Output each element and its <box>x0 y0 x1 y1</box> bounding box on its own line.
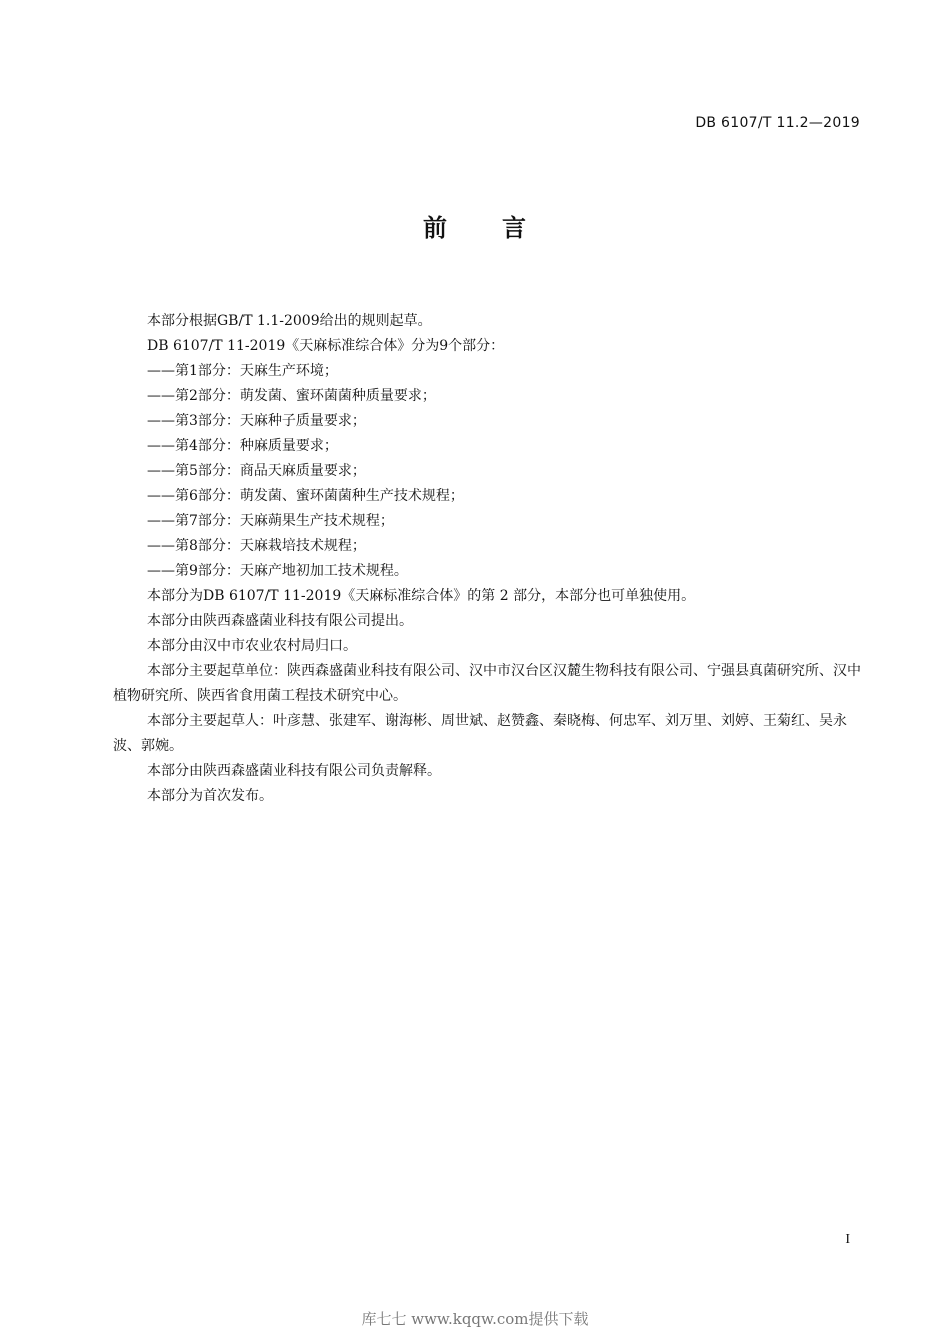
paragraph: 本部分主要起草人：叶彦慧、张建军、谢海彬、周世斌、赵赞鑫、秦晓梅、何忠军、刘万里、刘婷、王菊红、吴永波、郭婉。 <box>113 713 847 754</box>
paragraph: DB 6107/T 11-2019《天麻标准综合体》分为9个部分： <box>147 338 505 354</box>
list-item: ——第9部分：天麻产地初加工技术规程。 <box>147 563 408 579</box>
paragraph: 本部分为首次发布。 <box>147 788 273 804</box>
list-item: ——第1部分：天麻生产环境； <box>147 363 338 379</box>
paragraph: 本部分为DB 6107/T 11-2019《天麻标准综合体》的第 2 部分，本部分也可单独使用。 <box>147 588 696 604</box>
list-item: ——第7部分：天麻蒴果生产技术规程； <box>147 513 394 529</box>
foreword-body <box>113 309 863 809</box>
list-item: ——第8部分：天麻栽培技术规程； <box>147 538 366 554</box>
paragraph: 本部分由陕西森盛菌业科技有限公司负责解释。 <box>147 763 441 779</box>
paragraph: 本部分根据GB/T 1.1-2009给出的规则起草。 <box>147 313 432 329</box>
title-char-2: 言 <box>502 214 527 242</box>
list-item: ——第2部分：萌发菌、蜜环菌菌种质量要求； <box>147 388 436 404</box>
list-item: ——第6部分：萌发菌、蜜环菌菌种生产技术规程； <box>147 488 464 504</box>
paragraph: 本部分主要起草单位：陕西森盛菌业科技有限公司、汉中市汉台区汉麓生物科技有限公司、宁强县真菌研究所、汉中植物研究所、陕西省食用菌工程技术研究中心。 <box>113 663 861 704</box>
page-title <box>0 208 950 243</box>
title-char-1: 前 <box>423 214 448 242</box>
standard-code: DB 6107/T 11.2—2019 <box>695 115 860 131</box>
page-number: I <box>845 1232 850 1247</box>
paragraph: 本部分由陕西森盛菌业科技有限公司提出。 <box>147 613 413 629</box>
list-item: ——第5部分：商品天麻质量要求； <box>147 463 366 479</box>
list-item: ——第4部分：种麻质量要求； <box>147 438 338 454</box>
paragraph: 本部分由汉中市农业农村局归口。 <box>147 638 357 654</box>
footer-watermark: 库七七 www.kqqw.com提供下载 <box>361 1310 589 1328</box>
list-item: ——第3部分：天麻种子质量要求； <box>147 413 366 429</box>
